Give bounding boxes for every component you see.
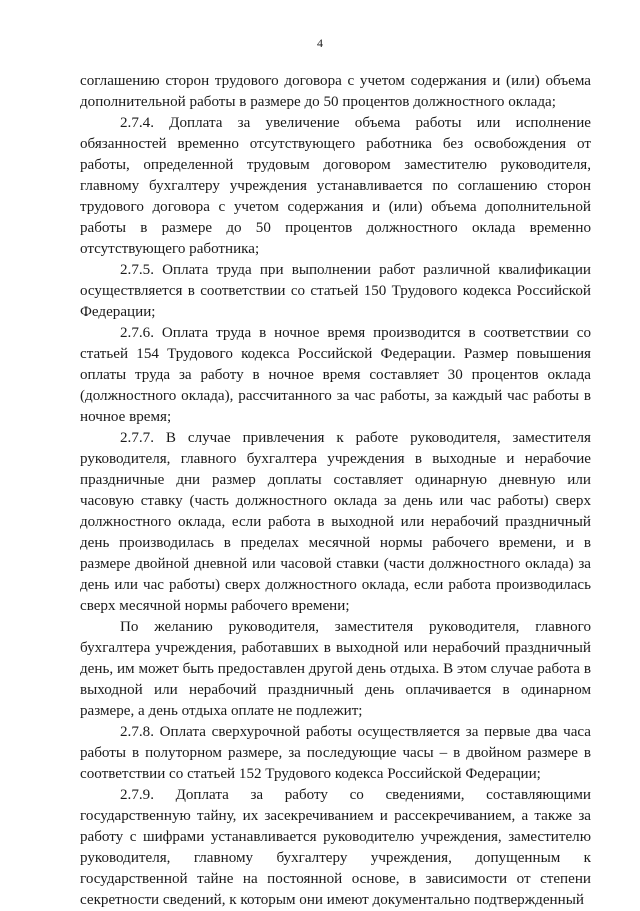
page-number: 4: [317, 36, 323, 50]
paragraph: 2.7.6. Оплата труда в ночное время производится в соответствии со статьей 154 Трудового кодекса Российской Федерации. Размер повышения оплаты труда за работу в ночное время составляет 30 процентов оклада (должностного оклада), рассчитанного за час работы, за каждый час работы в ночное время;: [80, 325, 591, 425]
paragraph: По желанию руководителя, заместителя руководителя, главного бухгалтера учреждения, работавших в выходной или нерабочий праздничный день, им может быть предоставлен другой день отдыха. В этом случае работа в выходной или нерабочий праздничный день оплачивается в одинарном размере, а день отдыха оплате не подлежит;: [80, 619, 591, 719]
paragraph-continuation: соглашению сторон трудового договора с учетом содержания и (или) объема дополнительной работы в размере до 50 процентов должностного оклада;: [80, 73, 591, 110]
document-body: [80, 71, 591, 911]
paragraph: 2.7.9. Доплата за работу со сведениями, составляющими государственную тайну, их засекречиванием и рассекречиванием, а также за работу с шифрами устанавливается руководителю учреждения, заместителю руководителя, главному бухгалтеру учреждения, допущенным к государственной тайне на постоянной основе, в зависимости от степени секретности сведений, к которым они имеют документально подтвержденный: [80, 787, 591, 908]
paragraph: 2.7.8. Оплата сверхурочной работы осуществляется за первые два часа работы в полуторном размере, за последующие часы – в двойном размере в соответствии со статьей 152 Трудового кодекса Российской Федерации;: [80, 724, 591, 782]
paragraph: 2.7.7. В случае привлечения к работе руководителя, заместителя руководителя, главного бухгалтера учреждения в выходные и нерабочие праздничные дни размер доплаты составляет одинарную дневную или часовую ставку (часть должностного оклада за день или час работы) сверх должностного оклада, если работа в выходной или нерабочий праздничный день производилась в пределах месячной нормы рабочего времени, и в размере двойной дневной или часовой ставки (части должностного оклада) за день или час работы) сверх должностного оклада, если работа производилась сверх месячной нормы рабочего времени;: [80, 430, 591, 614]
paragraph: 2.7.4. Доплата за увеличение объема работы или исполнение обязанностей временно отсутствующего работника без освобождения от работы, определенной трудовым договором заместителю руководителя, главному бухгалтеру учреждения устанавливается по соглашению сторон трудового договора с учетом содержания и (или) объема дополнительной работы в размере до 50 процентов должностного оклада временно отсутствующего работника;: [80, 115, 591, 257]
paragraph: 2.7.5. Оплата труда при выполнении работ различной квалификации осуществляется в соответствии со статьей 150 Трудового кодекса Российской Федерации;: [80, 262, 591, 320]
